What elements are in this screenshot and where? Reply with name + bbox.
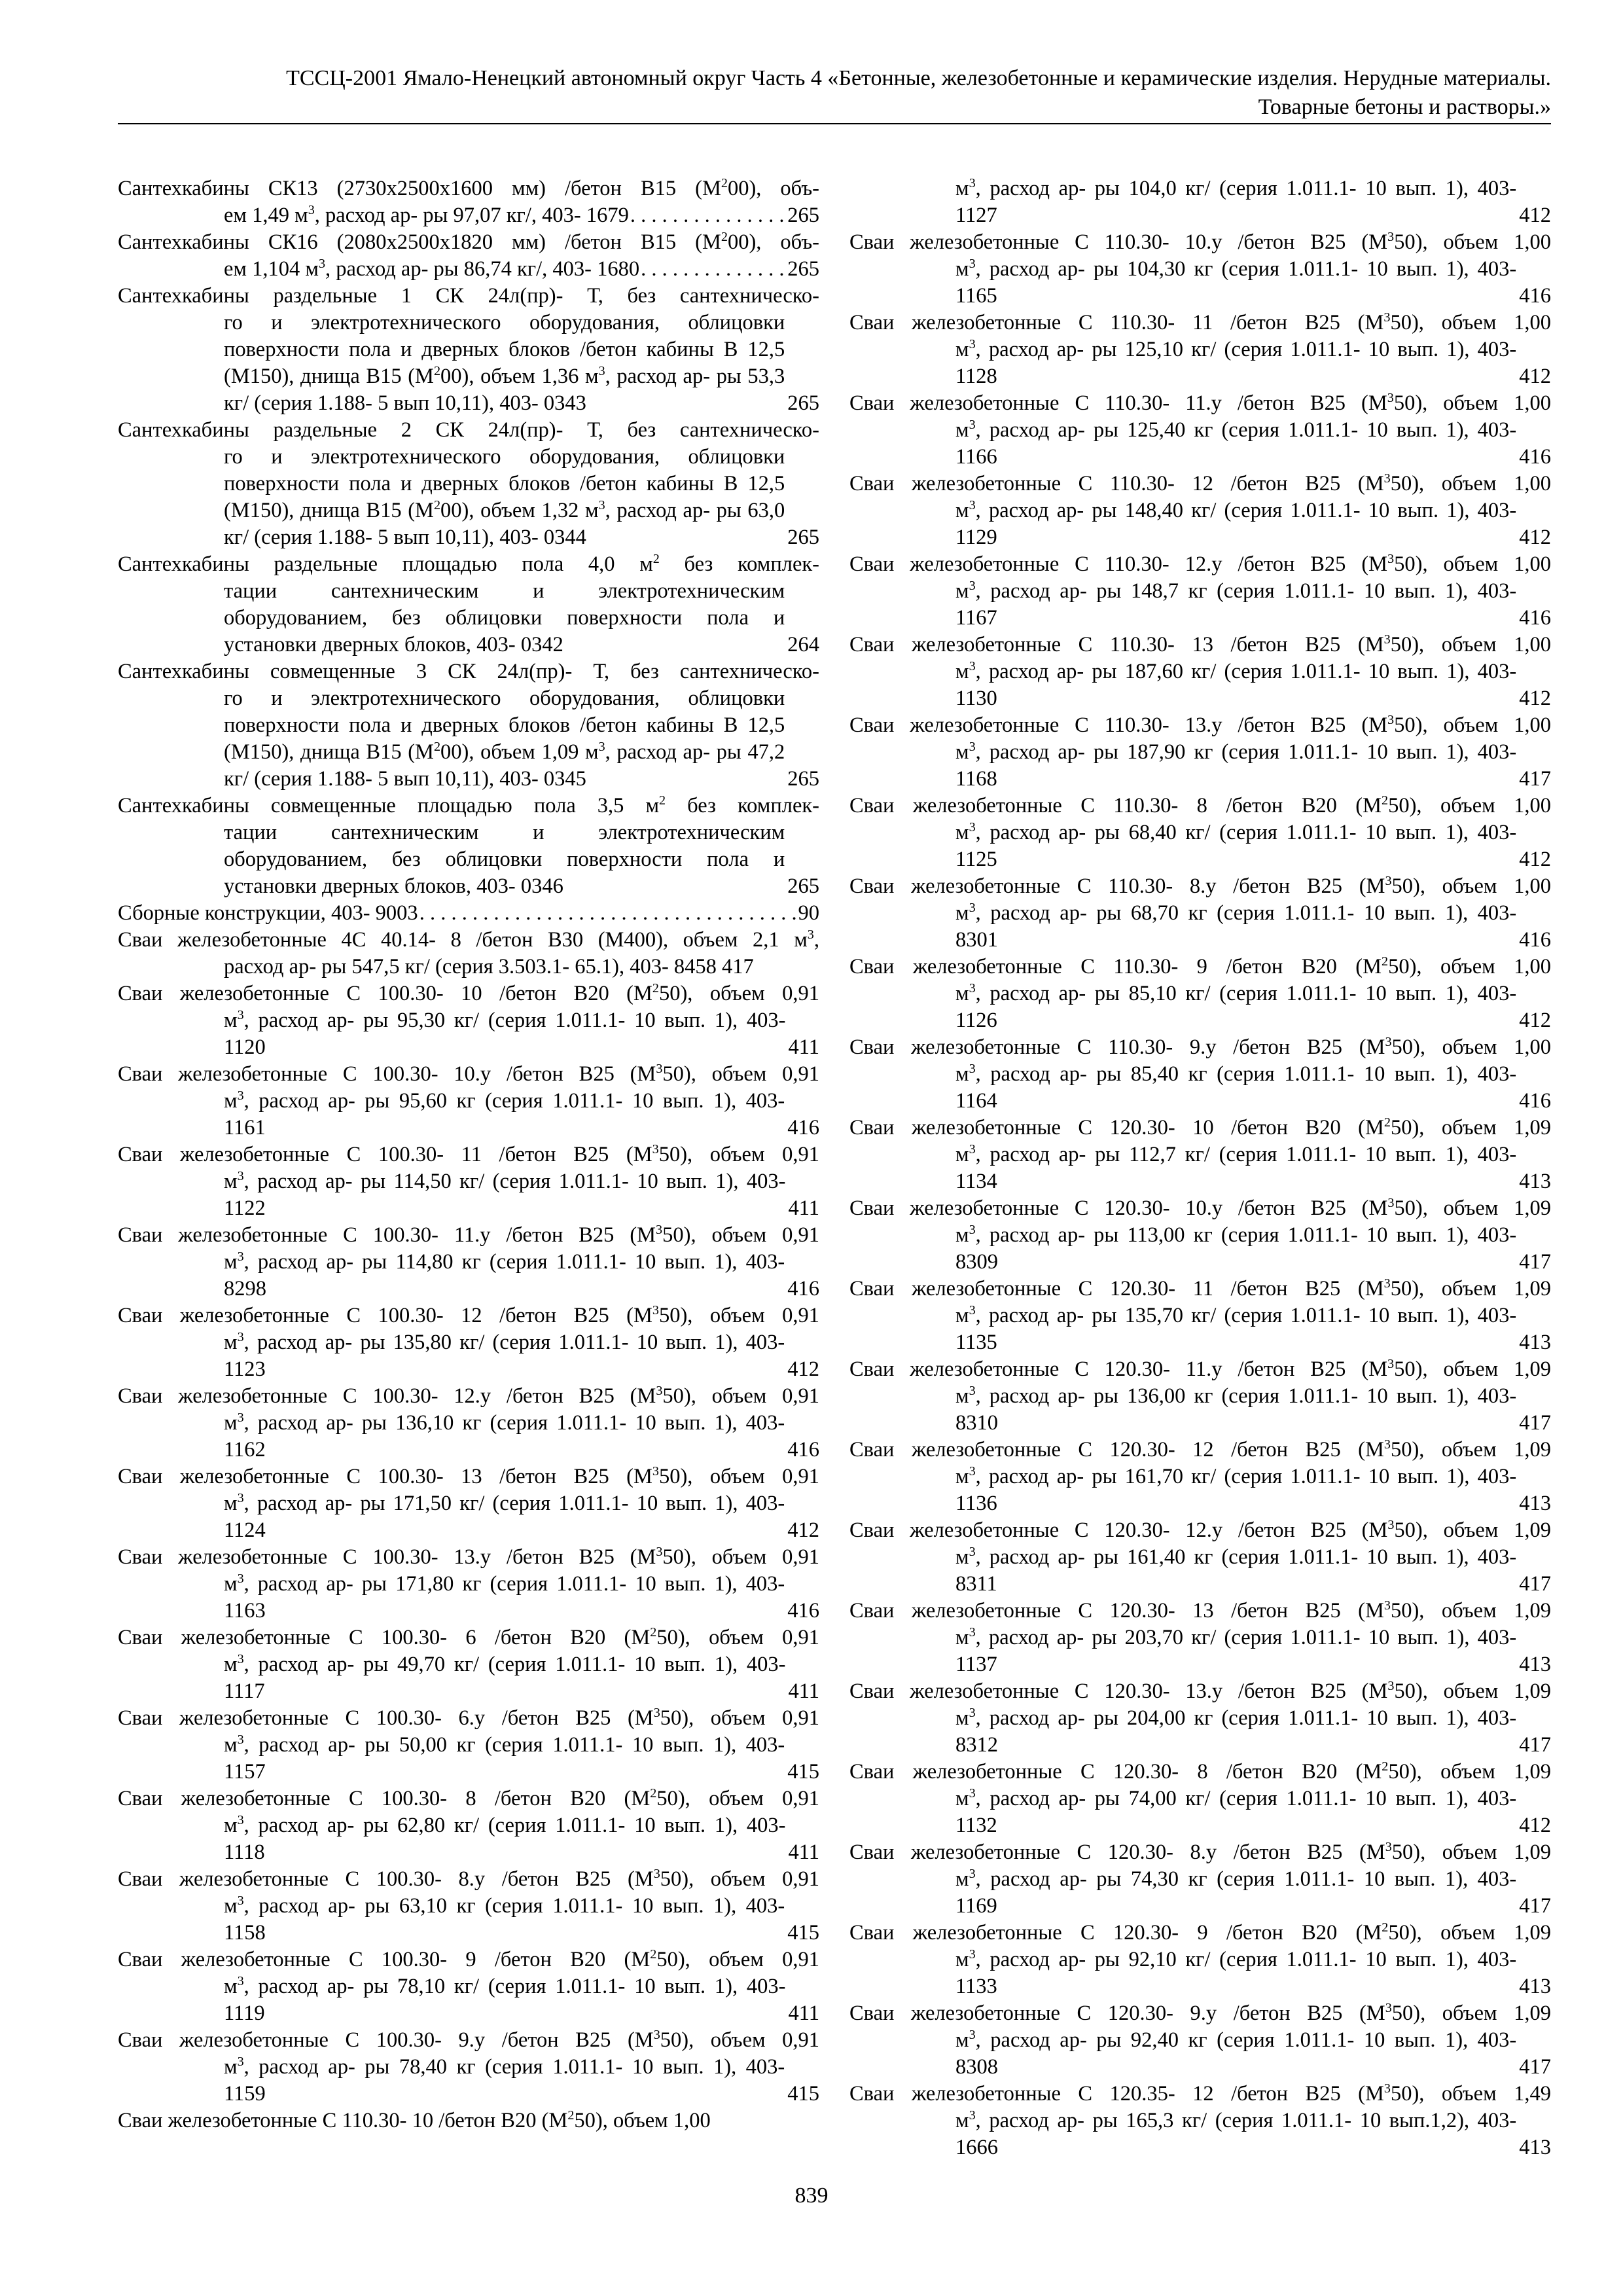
entry-heading: Сантехкабины раздельные 2 СК 24л(пр)- Т, без сантехническо- xyxy=(118,418,819,442)
index-entry xyxy=(118,1785,819,1866)
leader-dots xyxy=(419,900,797,927)
entry-text: $м^3$, расход ар- ры 171,80 кг (серия 1.011.1- 10 вып. 1), 403- 1163 xyxy=(224,1571,785,1623)
entry-text: $м^3$, расход ар- ры 112,7 кг/ (серия 1.011.1- 10 вып. 1), 403- 1134 xyxy=(955,1142,1517,1193)
entry-heading: Сваи железобетонные С 110.30- 13 /бетон В25 $(М^350)$, объем 1,00 xyxy=(849,632,1551,656)
entry-heading: Сваи железобетонные С 100.30- 13 /бетон В25 $(М^350)$, объем 0,91 xyxy=(118,1464,819,1488)
index-entry xyxy=(849,1598,1551,1678)
entry-page: 416 xyxy=(787,1277,819,1300)
index-entry xyxy=(849,1115,1551,1195)
header-line-1: ТССЦ-2001 Ямало-Ненецкий автономный округ Часть 4 «Бетонные, железобетонные и керамические изделия. Нерудные материалы. xyxy=(286,66,1551,90)
entry-text: $м^3$, расход ар- ры 68,40 кг/ (серия 1.011.1- 10 вып. 1), 403- 1125 xyxy=(955,820,1517,871)
entry-heading: Сваи железобетонные С 120.30- 11.у /бетон В25 $(М^350)$, объем 1,09 xyxy=(849,1357,1551,1381)
index-entry xyxy=(118,1383,819,1463)
entry-page: 412 xyxy=(787,1357,819,1381)
entry-page: 417 xyxy=(1519,1733,1551,1757)
entry-page: 416 xyxy=(1519,284,1551,308)
entry-heading: Сваи железобетонные С 110.30- 12 /бетон В25 $(М^350)$, объем 1,00 xyxy=(849,471,1551,495)
entry-heading: Сваи железобетонные С 110.30- 10.у /бетон В25 $(М^350)$, объем 1,00 xyxy=(849,230,1551,254)
entry-text: $м^3$, расход ар- ры 125,10 кг/ (серия 1.011.1- 10 вып. 1), 403- 1128 xyxy=(955,337,1517,388)
entry-heading: Сваи железобетонные С 120.30- 10.у /бетон В25 $(М^350)$, объем 1,09 xyxy=(849,1196,1551,1220)
leader-dots xyxy=(641,256,786,283)
entry-heading: Сваи железобетонные С 100.30- 13.у /бетон В25 $(М^350)$, объем 0,91 xyxy=(118,1545,819,1569)
entry-text: $м^3$, расход ар- ры 161,70 кг/ (серия 1.011.1- 10 вып. 1), 403- 1136 xyxy=(955,1464,1517,1515)
entry-heading: Сваи железобетонные С 110.30- 8.у /бетон В25 $(М^350)$, объем 1,00 xyxy=(849,874,1551,898)
entry-page: 413 xyxy=(1519,1331,1551,1354)
entry-heading: Сваи железобетонные С 120.30- 12 /бетон В25 $(М^350)$, объем 1,09 xyxy=(849,1437,1551,1462)
entry-heading: Сваи железобетонные С 120.30- 9 /бетон В20 $(М^250)$, объем 1,09 xyxy=(849,1920,1551,1945)
entry-page: 417 xyxy=(1519,1572,1551,1596)
entry-text: $м^3$, расход ар- ры 204,00 кг (серия 1.011.1- 10 вып. 1), 403- 8312 xyxy=(955,1706,1517,1757)
entry-heading: Сантехкабины СК16 (2080х2500х1820 мм) /бетон В15 $(М^200)$, объ- xyxy=(118,230,819,254)
page-number: 839 xyxy=(794,2183,829,2208)
entry-page: 265 xyxy=(787,257,819,281)
entry-heading: Сваи железобетонные С 120.30- 13 /бетон В25 $(М^350)$, объем 1,09 xyxy=(849,1598,1551,1623)
index-entry xyxy=(118,900,819,927)
index-entry xyxy=(118,1624,819,1705)
entry-heading: Сваи железобетонные С 110.30- 9.у /бетон В25 $(М^350)$, объем 1,00 xyxy=(849,1035,1551,1059)
entry-text: $м^3$, расход ар- ры 68,70 кг (серия 1.011.1- 10 вып. 1), 403- 8301 xyxy=(955,901,1517,952)
entry-page: 412 xyxy=(1519,365,1551,388)
index-entry xyxy=(849,2000,1551,2081)
entry-page: 90 xyxy=(798,901,819,925)
entry-heading: Сваи железобетонные С 110.30- 9 /бетон В20 $(М^250)$, объем 1,00 xyxy=(849,954,1551,978)
header-line-2: Товарные бетоны и растворы.» xyxy=(1258,95,1551,119)
index-entry xyxy=(118,175,819,229)
index-column-right xyxy=(849,175,1551,2161)
entry-page: 411 xyxy=(788,2001,819,2025)
entry-page: 265 xyxy=(787,391,819,415)
leader-dots xyxy=(630,202,786,229)
entry-heading: Сваи железобетонные С 100.30- 6.у /бетон В25 $(М^350)$, объем 0,91 xyxy=(118,1706,819,1730)
entry-page: 411 xyxy=(788,1840,819,1864)
entry-page: 411 xyxy=(788,1679,819,1703)
entry-page: 416 xyxy=(787,1116,819,1139)
index-entry xyxy=(849,873,1551,954)
entry-page: 412 xyxy=(787,1518,819,1542)
entry-heading: Сваи железобетонные С 110.30- 8 /бетон В20 $(М^250)$, объем 1,00 xyxy=(849,793,1551,817)
entry-text: $м^3$, расход ар- ры 114,50 кг/ (серия 1.011.1- 10 вып. 1), 403- 1122 xyxy=(224,1169,786,1220)
index-entry xyxy=(849,1920,1551,2000)
entry-text: $м^3$, расход ар- ры 187,90 кг (серия 1.011.1- 10 вып. 1), 403- 1168 xyxy=(955,740,1517,791)
index-entry xyxy=(118,1061,819,1141)
entry-page: 411 xyxy=(788,1035,819,1059)
entry-page: 416 xyxy=(1519,606,1551,630)
index-entry xyxy=(849,471,1551,551)
index-entry xyxy=(849,551,1551,632)
index-entry xyxy=(849,712,1551,793)
index-entry xyxy=(849,2081,1551,2161)
entry-text: $м^3$, расход ар- ры 203,70 кг/ (серия 1.011.1- 10 вып. 1), 403- 1137 xyxy=(955,1625,1517,1676)
entry-text: $м^3$, расход ар- ры 113,00 кг (серия 1.011.1- 10 вып. 1), 403- 8309 xyxy=(955,1223,1517,1274)
index-entry xyxy=(118,927,819,980)
index-entry xyxy=(849,1839,1551,1920)
entry-page: 412 xyxy=(1519,687,1551,710)
entry-page: 413 xyxy=(1519,1492,1551,1515)
index-entry xyxy=(849,1678,1551,1759)
index-entry xyxy=(118,551,819,658)
entry-page: 413 xyxy=(1519,2136,1551,2159)
index-entry xyxy=(118,417,819,551)
entry-page: 415 xyxy=(787,2082,819,2106)
entry-text: $м^3$, расход ар- ры 187,60 кг/ (серия 1.011.1- 10 вып. 1), 403- 1130 xyxy=(955,659,1517,710)
entry-page: 416 xyxy=(1519,928,1551,952)
entry-heading: Сантехкабины раздельные 1 СК 24л(пр)- Т, без сантехническо- xyxy=(118,284,819,308)
index-entry xyxy=(849,1759,1551,1839)
entry-text: Сборные конструкции, 403- 9003 xyxy=(118,901,418,925)
header-rule xyxy=(118,123,1551,124)
index-entry xyxy=(118,1463,819,1544)
entry-text: $м^3$, расход ар- ры 135,80 кг/ (серия 1.011.1- 10 вып. 1), 403- 1123 xyxy=(224,1330,785,1381)
entry-page: 416 xyxy=(787,1599,819,1623)
index-entry xyxy=(118,1141,819,1222)
entry-text: $м^3$, расход ар- ры 171,50 кг/ (серия 1.011.1- 10 вып. 1), 403- 1124 xyxy=(224,1491,785,1542)
entry-text: $м^3$, расход ар- ры 136,10 кг (серия 1.011.1- 10 вып. 1), 403- 1162 xyxy=(224,1410,785,1462)
entry-heading: Сваи железобетонные С 100.30- 9 /бетон В20 $(М^250)$, объем 0,91 xyxy=(118,1947,819,1971)
index-entry xyxy=(849,1195,1551,1276)
entry-page: 417 xyxy=(1519,767,1551,791)
index-entry xyxy=(849,229,1551,310)
entry-heading: Сваи железобетонные С 110.30- 11 /бетон В25 $(М^350)$, объем 1,00 xyxy=(849,310,1551,334)
entry-text: $м^3$, расход ар- ры 92,40 кг (серия 1.011.1- 10 вып. 1), 403- 8308 xyxy=(955,2028,1517,2079)
entry-heading: Сваи железобетонные С 100.30- 12.у /бетон В25 $(М^350)$, объем 0,91 xyxy=(118,1384,819,1408)
entry-heading: Сваи железобетонные С 120.30- 10 /бетон В20 $(М^250)$, объем 1,09 xyxy=(849,1115,1551,1139)
entry-page: 412 xyxy=(1519,1814,1551,1837)
entry-text: $м^3$, расход ар- ры 78,10 кг/ (серия 1.011.1- 10 вып. 1), 403- 1119 xyxy=(224,1974,786,2025)
entry-text: тации сантехническим и электротехническим оборудованием, без облицовки поверхности пола и установки дверных блоков, 403- 0342 xyxy=(224,579,785,656)
index-entry xyxy=(118,1946,819,2027)
index-entry xyxy=(849,390,1551,471)
index-entry xyxy=(118,1866,819,1946)
entry-page: 417 xyxy=(1519,2055,1551,2079)
entry-text: $м^3$, расход ар- ры 85,40 кг (серия 1.011.1- 10 вып. 1), 403- 1164 xyxy=(955,1062,1517,1113)
entry-page: 415 xyxy=(787,1760,819,1784)
entry-text: $м^3$, расход ар- ры 92,10 кг/ (серия 1.011.1- 10 вып. 1), 403- 1133 xyxy=(955,1947,1517,1998)
index-entry xyxy=(118,1544,819,1624)
index-entry xyxy=(118,793,819,900)
entry-heading: Сваи железобетонные С 100.30- 10.у /бетон В25 $(М^350)$, объем 0,91 xyxy=(118,1062,819,1086)
entry-heading: Сваи железобетонные С 120.30- 13.у /бетон В25 $(М^350)$, объем 1,09 xyxy=(849,1679,1551,1703)
index-entry xyxy=(118,980,819,1061)
entry-page: 416 xyxy=(787,1438,819,1462)
entry-heading: Сваи железобетонные С 100.30- 9.у /бетон В25 $(М^350)$, объем 0,91 xyxy=(118,2028,819,2052)
entry-page: 265 xyxy=(787,767,819,791)
entry-page: 413 xyxy=(1519,1170,1551,1193)
entry-page: 265 xyxy=(787,204,819,227)
entry-page: 265 xyxy=(787,874,819,898)
entry-heading: Сваи железобетонные С 110.30- 12.у /бетон В25 $(М^350)$, объем 1,00 xyxy=(849,552,1551,576)
index-entry xyxy=(849,310,1551,390)
index-entry xyxy=(849,1276,1551,1356)
entry-heading: Сваи железобетонные С 110.30- 10 /бетон В20 $(М^250)$, объем 1,00 xyxy=(118,2108,711,2132)
entry-heading: Сваи железобетонные С 100.30- 11 /бетон В25 $(М^350)$, объем 0,91 xyxy=(118,1142,819,1166)
index-entry xyxy=(118,2108,819,2134)
entry-text: $м^3$, расход ар- ры 85,10 кг/ (серия 1.011.1- 10 вып. 1), 403- 1126 xyxy=(955,981,1517,1032)
entry-page: 412 xyxy=(1519,526,1551,549)
entry-heading: Сантехкабины раздельные площадью пола 4,0 $м^2$ без комплек- xyxy=(118,552,819,576)
entry-text: $м^3$, расход ар- ры 104,0 кг/ (серия 1.011.1- 10 вып. 1), 403- 1127 xyxy=(955,176,1517,227)
running-header xyxy=(118,64,1551,122)
entry-heading: Сваи железобетонные С 120.30- 8.у /бетон В25 $(М^350)$, объем 1,09 xyxy=(849,1840,1551,1864)
entry-heading: Сваи железобетонные С 120.30- 11 /бетон В25 $(М^350)$, объем 1,09 xyxy=(849,1276,1551,1300)
entry-text: тации сантехническим и электротехническим оборудованием, без облицовки поверхности пола и установки дверных блоков, 403- 0346 xyxy=(224,821,785,898)
index-entry xyxy=(118,2027,819,2108)
entry-heading: Сваи железобетонные С 120.30- 12.у /бетон В25 $(М^350)$, объем 1,09 xyxy=(849,1518,1551,1542)
index-entry xyxy=(849,1356,1551,1437)
entry-text: $м^3$, расход ар- ры 63,10 кг (серия 1.011.1- 10 вып. 1), 403- 1158 xyxy=(224,1893,785,1945)
entry-text: ем 1,104 $м^3$, расход ар- ры 86,74 кг/, 403- 1680 xyxy=(224,257,640,281)
entry-text: $м^3$, расход ар- ры 136,00 кг (серия 1.011.1- 10 вып. 1), 403- 8310 xyxy=(955,1384,1517,1435)
entry-text: $м^3$, расход ар- ры 74,30 кг (серия 1.011.1- 10 вып. 1), 403- 1169 xyxy=(955,1867,1517,1918)
entry-text: го и электротехнического оборудования, облицовки поверхности пола и дверных блоков /бетон кабины В 12,5 (М150), днища В15 $(М^200)$, объем 1,32 $м^3$, расход ар- ры 63,0 кг/ (серия 1.188- 5 вып 10,11), 403- 0344 xyxy=(224,445,785,549)
entry-text: $м^3$, расход ар- ры 62,80 кг/ (серия 1.011.1- 10 вып. 1), 403- 1118 xyxy=(224,1813,786,1864)
entry-heading: Сваи железобетонные С 100.30- 8 /бетон В20 $(М^250)$, объем 0,91 xyxy=(118,1786,819,1810)
entry-page: 264 xyxy=(787,633,819,656)
index-entry xyxy=(118,658,819,793)
entry-page: 417 xyxy=(1519,1411,1551,1435)
entry-text: $м^3$, расход ар- ры 95,30 кг/ (серия 1.011.1- 10 вып. 1), 403- 1120 xyxy=(224,1008,786,1059)
entry-text: $м^3$, расход ар- ры 50,00 кг (серия 1.011.1- 10 вып. 1), 403- 1157 xyxy=(224,1732,785,1784)
entry-text: $м^3$, расход ар- ры 165,3 кг/ (серия 1.011.1- 10 вып.1,2), 403- 1666 xyxy=(955,2108,1517,2159)
entry-heading: Сваи железобетонные 4С 40.14- 8 /бетон В30 (М400), объем 2,1 $м^3$, xyxy=(118,927,819,952)
entry-heading: Сваи железобетонные С 110.30- 13.у /бетон В25 $(М^350)$, объем 1,00 xyxy=(849,713,1551,737)
index-entry xyxy=(849,1437,1551,1517)
index-entry xyxy=(118,1222,819,1302)
entry-text: $м^3$, расход ар- ры 125,40 кг (серия 1.011.1- 10 вып. 1), 403- 1166 xyxy=(955,418,1517,469)
entry-heading: Сваи железобетонные С 110.30- 11.у /бетон В25 $(М^350)$, объем 1,00 xyxy=(849,391,1551,415)
entry-page: 417 xyxy=(1519,1250,1551,1274)
entry-page: 417 xyxy=(1519,1894,1551,1918)
entry-text: $м^3$, расход ар- ры 148,40 кг/ (серия 1.011.1- 10 вып. 1), 403- 1129 xyxy=(955,498,1517,549)
entry-heading: Сваи железобетонные С 120.30- 9.у /бетон В25 $(М^350)$, объем 1,09 xyxy=(849,2001,1551,2025)
entry-heading: Сантехкабины совмещенные площадью пола 3,5 $м^2$ без комплек- xyxy=(118,793,819,817)
entry-text: го и электротехнического оборудования, облицовки поверхности пола и дверных блоков /бетон кабины В 12,5 (М150), днища В15 $(М^200)$, объем 1,09 $м^3$, расход ар- ры 47,2 кг/ (серия 1.188- 5 вып 10,11), 403- 0345 xyxy=(224,687,785,791)
index-entry xyxy=(849,954,1551,1034)
entry-heading: Сантехкабины СК13 (2730х2500х1600 мм) /бетон В15 $(М^200)$, объ- xyxy=(118,176,819,200)
entry-text: $м^3$, расход ар- ры 95,60 кг (серия 1.011.1- 10 вып. 1), 403- 1161 xyxy=(224,1088,785,1139)
entry-page: 265 xyxy=(787,526,819,549)
entry-heading: Сваи железобетонные С 100.30- 11.у /бетон В25 $(М^350)$, объем 0,91 xyxy=(118,1223,819,1247)
entry-text: $м^3$, расход ар- ры 135,70 кг/ (серия 1.011.1- 10 вып. 1), 403- 1135 xyxy=(955,1303,1517,1354)
entry-heading: Сваи железобетонные С 100.30- 12 /бетон В25 $(М^350)$, объем 0,91 xyxy=(118,1303,819,1327)
entry-page: 415 xyxy=(787,1921,819,1945)
entry-text: го и электротехнического оборудования, облицовки поверхности пола и дверных блоков /бетон кабины В 12,5 (М150), днища В15 $(М^200)$, объем 1,36 $м^3$, расход ар- ры 53,3 кг/ (серия 1.188- 5 вып 10,11), 403- 0343 xyxy=(224,311,785,415)
entry-text: $м^3$, расход ар- ры 114,80 кг (серия 1.011.1- 10 вып. 1), 403- 8298 xyxy=(224,1249,785,1300)
entry-text: ем 1,49 $м^3$, расход ар- ры 97,07 кг/, 403- 1679 xyxy=(224,203,629,227)
index-entry xyxy=(849,793,1551,873)
entry-text: $м^3$, расход ар- ры 104,30 кг (серия 1.011.1- 10 вып. 1), 403- 1165 xyxy=(955,257,1517,308)
entry-heading: Сваи железобетонные С 100.30- 6 /бетон В20 $(М^250)$, объем 0,91 xyxy=(118,1625,819,1649)
index-entry xyxy=(118,1705,819,1785)
entry-page: 416 xyxy=(1519,1089,1551,1113)
entry-heading: Сваи железобетонные С 120.35- 12 /бетон В25 $(М^350)$, объем 1,49 xyxy=(849,2081,1551,2106)
index-entry xyxy=(118,1302,819,1383)
entry-heading: Сваи железобетонные С 120.30- 8 /бетон В20 $(М^250)$, объем 1,09 xyxy=(849,1759,1551,1784)
index-entry xyxy=(849,1517,1551,1598)
entry-heading: Сваи железобетонные С 100.30- 8.у /бетон В25 $(М^350)$, объем 0,91 xyxy=(118,1867,819,1891)
index-column-left xyxy=(118,175,819,2134)
index-entry xyxy=(849,632,1551,712)
entry-page: 413 xyxy=(1519,1653,1551,1676)
entry-text: $м^3$, расход ар- ры 49,70 кг/ (серия 1.011.1- 10 вып. 1), 403- 1117 xyxy=(224,1652,786,1703)
entry-page: 411 xyxy=(788,1196,819,1220)
entry-heading: Сантехкабины совмещенные 3 СК 24л(пр)- Т, без сантехническо- xyxy=(118,660,819,683)
index-entry xyxy=(849,1034,1551,1115)
index-entry xyxy=(849,175,1551,229)
entry-page: 413 xyxy=(1519,1975,1551,1998)
entry-text: $м^3$, расход ар- ры 161,40 кг (серия 1.011.1- 10 вып. 1), 403- 8311 xyxy=(955,1545,1517,1596)
entry-text: $м^3$, расход ар- ры 148,7 кг (серия 1.011.1- 10 вып. 1), 403- 1167 xyxy=(955,579,1517,630)
entry-text: расход ар- ры 547,5 кг/ (серия 3.503.1- 65.1), 403- 8458 417 xyxy=(224,955,754,978)
entry-page: 416 xyxy=(1519,445,1551,469)
entry-page: 412 xyxy=(1519,1009,1551,1032)
entry-text: $м^3$, расход ар- ры 74,00 кг/ (серия 1.011.1- 10 вып. 1), 403- 1132 xyxy=(955,1786,1517,1837)
index-entry xyxy=(118,229,819,283)
entry-text: $м^3$, расход ар- ры 78,40 кг (серия 1.011.1- 10 вып. 1), 403- 1159 xyxy=(224,2054,785,2106)
entry-page: 412 xyxy=(1519,848,1551,871)
index-entry xyxy=(118,283,819,417)
entry-page: 412 xyxy=(1519,204,1551,227)
entry-heading: Сваи железобетонные С 100.30- 10 /бетон В20 $(М^250)$, объем 0,91 xyxy=(118,981,819,1005)
